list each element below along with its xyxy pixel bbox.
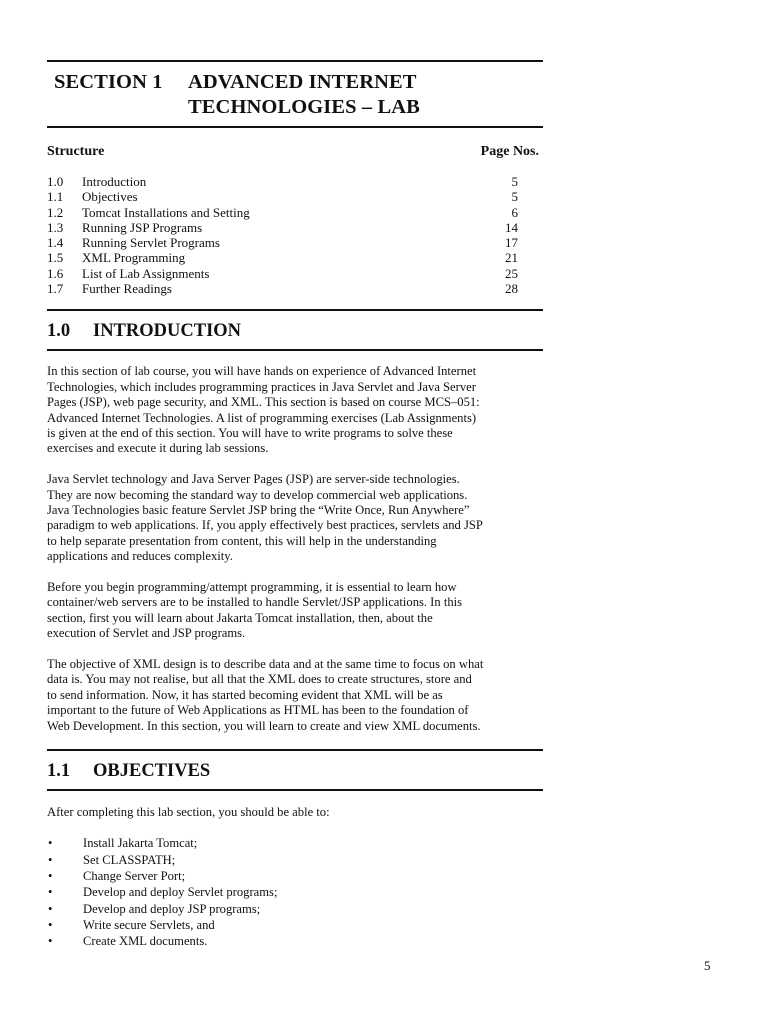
toc-page-number: 6 [511,204,518,220]
paragraph-line: Advanced Internet Technologies. A list of programming exercises (Lab Assignments) [47,410,477,425]
toc-title: Objectives [82,189,138,205]
bullet-icon: • [48,852,53,867]
paragraph-line: Before you begin programming/attempt programming, it is essential to learn how [47,580,457,595]
toc-row [47,250,543,265]
paragraph-line: data is. You may not realise, but all that the XML does to create structures, store and [47,672,472,687]
paragraph-line: container/web servers are to be installed to handle Servlet/JSP applications. In this [47,595,463,610]
toc-number: 1.4 [47,235,64,251]
paragraph-line: exercises and execute it during lab sessions. [47,441,269,456]
paragraph-line: They are now becoming the standard way to develop commercial web applications. [47,487,468,502]
objectives-bottom-rule [47,789,543,791]
bullet-icon: • [48,934,53,949]
structure-label: Structure [47,144,105,159]
toc-row [47,205,543,220]
section-title-rule [47,126,543,128]
toc-row [47,174,543,189]
toc-row [47,266,543,281]
bullet-icon: • [48,869,53,884]
objectives-list [47,835,543,949]
list-item-text: Develop and deploy JSP programs; [83,901,261,916]
list-item [47,884,543,900]
bullet-icon: • [48,836,53,851]
paragraph-line: Java Servlet technology and Java Server Pages (JSP) are server-side technologies. [47,472,460,487]
objectives-intro: After completing this lab section, you should be able to: [47,805,330,820]
toc-title: List of Lab Assignments [82,265,210,281]
toc-number: 1.5 [47,250,64,266]
toc-row [47,189,543,204]
paragraph-line: is given at the end of this section. You will have to write programs to solve these [47,426,453,440]
list-item [47,917,543,933]
toc-page-number: 21 [505,250,518,266]
paragraph-line: to send information. Now, it has started becoming evident that XML will be as [47,687,443,702]
toc-number: 1.1 [47,189,64,205]
introduction-heading: 1.0 INTRODUCTION [47,321,242,342]
toc-number: 1.6 [47,265,64,281]
toc-title: Running JSP Programs [82,219,203,235]
section-number: SECTION 1 [54,71,163,93]
list-item-text: Change Server Port; [83,869,186,884]
list-item-text: Write secure Servlets, and [83,917,215,932]
table-of-contents [47,174,543,296]
toc-number: 1.7 [47,281,64,297]
toc-row [47,220,543,235]
introduction-bottom-rule [47,349,543,351]
list-item [47,852,543,868]
toc-row [47,281,543,296]
list-item-text: Develop and deploy Servlet programs; [83,885,278,900]
toc-title: Running Servlet Programs [82,235,220,251]
paragraph-line: execution of Servlet and JSP programs. [47,626,246,641]
list-item [47,868,543,884]
paragraph [47,364,543,456]
toc-number: 1.0 [47,174,64,189]
paragraph [47,657,543,734]
paragraph-line: to help separate presentation from content, this will help in the understanding [47,533,437,548]
list-item-text: Create XML documents. [83,934,208,949]
bullet-icon: • [48,917,53,932]
paragraph-line: section, first you will learn about Jakarta Tomcat installation, then, about the [47,610,433,625]
objectives-heading: 1.1 OBJECTIVES [47,761,211,782]
page-content [47,60,543,950]
page-number: 5 [704,958,711,973]
list-item [47,933,543,949]
bullet-icon: • [48,885,53,900]
toc-page-number: 17 [505,235,518,251]
toc-page-number: 25 [505,265,518,281]
paragraph-line: Pages (JSP), web page security, and XML. This section is based on course MCS–051: [47,395,480,410]
list-item [47,901,543,917]
paragraph-line: Java Technologies basic feature Servlet JSP bring the “Write Once, Run Anywhere” [47,503,470,518]
toc-row [47,235,543,250]
toc-title: Tomcat Installations and Setting [82,204,250,220]
toc-title: Introduction [82,174,147,189]
introduction-body [47,364,543,734]
paragraph-line: Technologies, which includes programming practices in Java Servlet and Java Server [47,379,476,394]
paragraph [47,472,543,564]
toc-number: 1.2 [47,204,64,220]
section-title [47,62,543,126]
bullet-icon: • [48,901,53,916]
toc-page-number: 5 [511,174,518,189]
paragraph-line: applications and reduces complexity. [47,549,233,564]
list-item [47,835,543,851]
paragraph-line: In this section of lab course, you will have hands on experience of Advanced Internet [47,364,477,379]
toc-title: XML Programming [82,250,186,266]
toc-number: 1.3 [47,219,64,235]
paragraph [47,580,543,642]
toc-title: Further Readings [82,281,172,297]
list-item-text: Install Jakarta Tomcat; [83,836,198,851]
paragraph-line: Web Development. In this section, you will learn to create and view XML documents. [47,718,481,733]
paragraph-line: important to the future of Web Applications as HTML has been to the foundation of [47,703,469,718]
toc-page-number: 28 [505,281,518,297]
toc-page-number: 5 [511,189,518,205]
list-item-text: Set CLASSPATH; [83,852,176,867]
section-title-text: ADVANCED INTERNET TECHNOLOGIES – LAB [188,71,420,118]
page-nos-label: Page Nos. [480,144,539,159]
paragraph-line: paradigm to web applications. If, you apply effectively best practices, servlets and JSP [47,518,483,533]
structure-header [47,144,543,160]
paragraph-line: The objective of XML design is to describe data and at the same time to focus on what [47,657,484,672]
toc-page-number: 14 [505,219,518,235]
